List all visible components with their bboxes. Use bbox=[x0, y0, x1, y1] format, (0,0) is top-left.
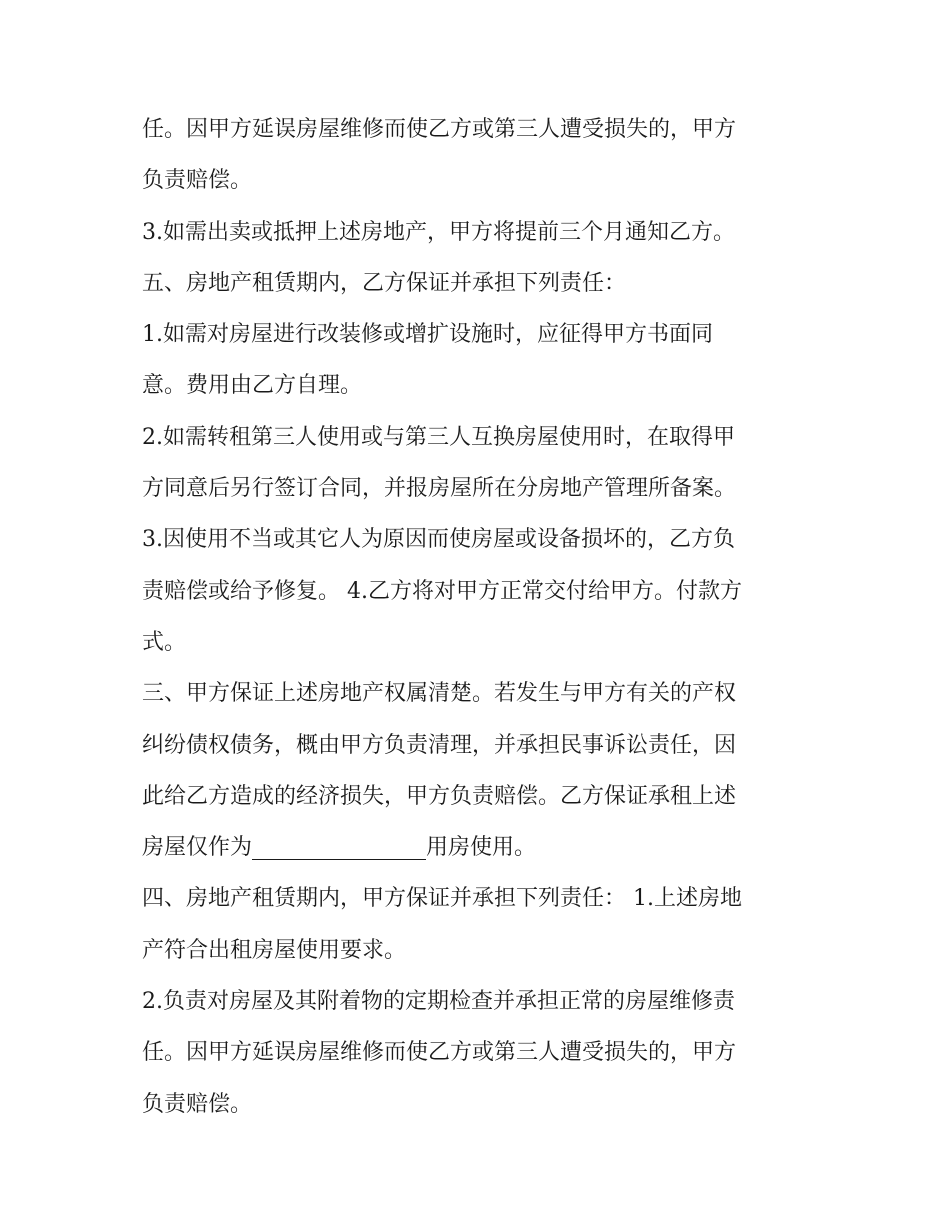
text-line: 2.如需转租第三人使用或与第三人互换房屋使用时，在取得甲 bbox=[142, 424, 735, 450]
text-line: 3.因使用不当或其它人为原因而使房屋或设备损坏的，乙方负 bbox=[142, 527, 735, 553]
section-heading-five: 五、房地产租赁期内，乙方保证并承担下列责任： bbox=[142, 270, 627, 296]
text-line: 3.如需出卖或抵押上述房地产，甲方将提前三个月通知乙方。 bbox=[142, 219, 735, 245]
text-line: 任。因甲方延误房屋维修而使乙方或第三人遭受损失的，甲方 bbox=[142, 117, 737, 142]
text-line: 负责赔偿。 bbox=[142, 1091, 253, 1117]
document-body bbox=[142, 104, 822, 1130]
usage-line-after: 用房使用。 bbox=[426, 835, 537, 861]
usage-line-before: 房屋仅作为 bbox=[142, 835, 253, 861]
text-line: 式。 bbox=[142, 629, 187, 655]
usage-line bbox=[142, 822, 822, 873]
text-line: 责赔偿或给予修复。 4.乙方将对甲方正常交付给甲方。付款方 bbox=[142, 578, 742, 604]
text-line: 产符合出租房屋使用要求。 bbox=[142, 937, 407, 963]
section-heading-three: 三、甲方保证上述房地产权属清楚。若发生与甲方有关的产权 bbox=[142, 681, 737, 707]
fill-in-blank bbox=[252, 859, 426, 860]
text-line: 2.负责对房屋及其附着物的定期检查并承担正常的房屋维修责 bbox=[142, 989, 735, 1015]
text-line: 此给乙方造成的经济损失，甲方负责赔偿。乙方保证承租上述 bbox=[142, 783, 737, 809]
text-line: 负责赔偿。 bbox=[142, 168, 253, 194]
section-heading-four: 四、房地产租赁期内，甲方保证并承担下列责任： 1.上述房地 bbox=[142, 886, 742, 912]
text-line: 任。因甲方延误房屋维修而使乙方或第三人遭受损失的，甲方 bbox=[142, 1040, 737, 1066]
text-line: 方同意后另行签订合同，并报房屋所在分房地产管理所备案。 bbox=[142, 476, 737, 502]
text-line: 1.如需对房屋进行改装修或增扩设施时，应征得甲方书面同 bbox=[142, 322, 713, 348]
text-line: 纠纷债权债务，概由甲方负责清理，并承担民事诉讼责任，因 bbox=[142, 732, 737, 758]
text-line: 意。费用由乙方自理。 bbox=[142, 373, 363, 399]
